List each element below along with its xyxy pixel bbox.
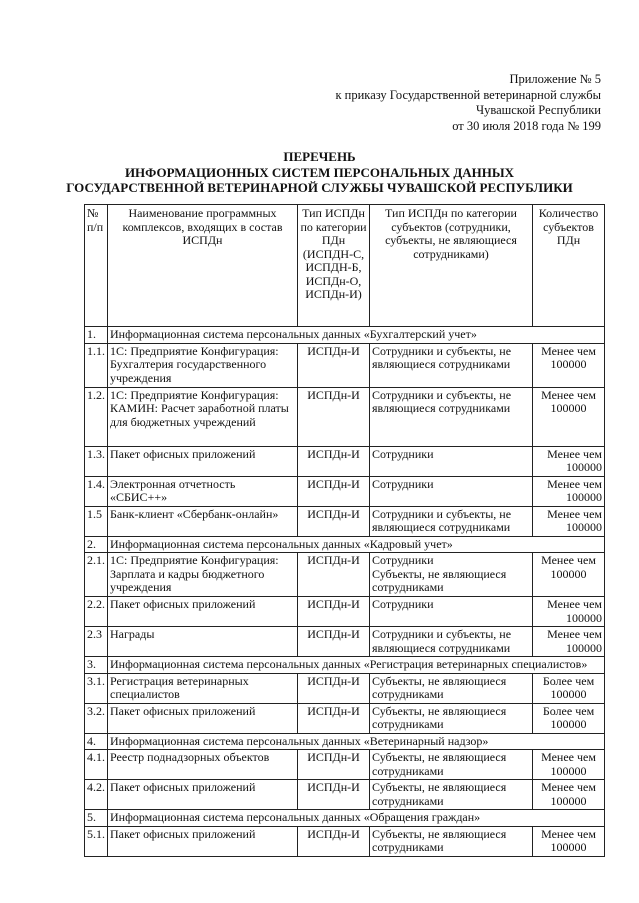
table-row <box>85 476 605 506</box>
row-type: ИСПДн-И <box>298 673 370 703</box>
system-title: Информационная система персональных данных «Обращения граждан» <box>108 810 605 827</box>
row-subjects: Субъекты, не являющиеся сотрудниками <box>370 750 533 780</box>
table-row <box>85 673 605 703</box>
row-name: Пакет офисных приложений <box>108 597 298 627</box>
row-num: 4.2. <box>85 780 108 810</box>
appendix-line: Чувашской Республики <box>475 103 601 117</box>
row-subjects: Сотрудники <box>370 597 533 627</box>
row-num: 5.1. <box>85 826 108 856</box>
appendix-line: от 30 июля 2018 года № 199 <box>452 118 601 133</box>
table-row <box>85 553 605 597</box>
row-count: Менее чем 100000 <box>533 750 605 780</box>
table-row <box>85 826 605 856</box>
row-count: Менее чем 100000 <box>533 446 605 476</box>
system-title: Информационная система персональных данных «Ветеринарный надзор» <box>108 733 605 750</box>
row-num: 3.2. <box>85 703 108 733</box>
row-count: Менее чем 100000 <box>533 780 605 810</box>
row-subjects: Сотрудники <box>370 446 533 476</box>
table-row <box>85 343 605 387</box>
row-num: 2.1. <box>85 553 108 597</box>
row-subjects: Сотрудники и субъекты, не являющиеся сотрудниками <box>370 506 533 536</box>
row-num: 2.2. <box>85 597 108 627</box>
row-name: Пакет офисных приложений <box>108 826 298 856</box>
row-count: Менее чем 100000 <box>533 553 605 597</box>
row-name: Банк-клиент «Сбербанк-онлайн» <box>108 506 298 536</box>
row-type: ИСПДн-И <box>298 553 370 597</box>
row-subjects: Субъекты, не являющиеся сотрудниками <box>370 703 533 733</box>
row-name: Электронная отчетность «СБИС++» <box>108 476 298 506</box>
row-count: Менее чем 100000 <box>533 343 605 387</box>
row-type: ИСПДн-И <box>298 476 370 506</box>
title-line: ГОСУДАРСТВЕННОЙ ВЕТЕРИНАРНОЙ СЛУЖБЫ ЧУВАШСКОЙ РЕСПУБЛИКИ <box>66 180 573 195</box>
row-subjects: Субъекты, не являющиеся сотрудниками <box>370 826 533 856</box>
ispdn-table <box>84 204 605 857</box>
row-num: 1.5 <box>85 506 108 536</box>
row-type: ИСПДн-И <box>298 446 370 476</box>
row-type: ИСПДн-И <box>298 627 370 657</box>
system-row <box>85 657 605 674</box>
row-type: ИСПДн-И <box>298 826 370 856</box>
table-row <box>85 446 605 476</box>
table-row <box>85 506 605 536</box>
row-name: Пакет офисных приложений <box>108 703 298 733</box>
header-type: Тип ИСПДн по категории ПДн (ИСПДН-С, ИСПДН-Б, ИСПДн-О, ИСПДн-И) <box>298 205 370 327</box>
appendix-header <box>281 72 601 134</box>
row-name: 1С: Предприятие Конфигурация: Зарплата и кадры бюджетного учреждения <box>108 553 298 597</box>
row-type: ИСПДн-И <box>298 750 370 780</box>
row-subjects: Сотрудники и субъекты, не являющиеся сотрудниками <box>370 627 533 657</box>
system-num: 5. <box>85 810 108 827</box>
row-subjects-line: Сотрудники <box>372 553 434 567</box>
row-type: ИСПДн-И <box>298 703 370 733</box>
row-num: 1.2. <box>85 387 108 446</box>
document-title <box>0 149 639 196</box>
row-num: 3.1. <box>85 673 108 703</box>
row-type: ИСПДн-И <box>298 597 370 627</box>
table-header-row <box>85 205 605 327</box>
row-name: 1С: Предприятие Конфигурация: КАМИН: Расчет заработной платы для бюджетных учреждений <box>108 387 298 446</box>
row-count: Менее чем 100000 <box>533 476 605 506</box>
row-num: 1.1. <box>85 343 108 387</box>
row-count: Менее чем 100000 <box>533 506 605 536</box>
system-num: 4. <box>85 733 108 750</box>
row-name: Реестр поднадзорных объектов <box>108 750 298 780</box>
row-count: Менее чем 100000 <box>533 627 605 657</box>
row-count: Менее чем 100000 <box>533 826 605 856</box>
row-subjects: Сотрудники <box>370 476 533 506</box>
title-line: ИНФОРМАЦИОННЫХ СИСТЕМ ПЕРСОНАЛЬНЫХ ДАННЫХ <box>124 164 515 180</box>
row-count: Менее чем 100000 <box>533 387 605 446</box>
row-name: Пакет офисных приложений <box>108 446 298 476</box>
row-subjects: Сотрудники и субъекты, не являющиеся сотрудниками <box>370 343 533 387</box>
header-num: № п/п <box>85 205 108 327</box>
header-subjects: Тип ИСПДн по категории субъектов (сотрудники, субъекты, не являющиеся сотрудниками) <box>370 205 533 327</box>
system-title: Информационная система персональных данных «Регистрация ветеринарных специалистов» <box>108 657 605 674</box>
row-subjects: Субъекты, не являющиеся сотрудниками <box>370 780 533 810</box>
row-num: 1.4. <box>85 476 108 506</box>
system-title: Информационная система персональных данных «Бухгалтерский учет» <box>108 327 605 344</box>
row-name: 1С: Предприятие Конфигурация: Бухгалтерия государственного учреждения <box>108 343 298 387</box>
row-count: Более чем 100000 <box>533 703 605 733</box>
table-row <box>85 703 605 733</box>
row-subjects <box>370 553 533 597</box>
appendix-line: Приложение № 5 <box>509 72 601 86</box>
row-subjects: Субъекты, не являющиеся сотрудниками <box>370 673 533 703</box>
row-type: ИСПДн-И <box>298 387 370 446</box>
row-type: ИСПДн-И <box>298 780 370 810</box>
row-name: Пакет офисных приложений <box>108 780 298 810</box>
table-row <box>85 627 605 657</box>
table-row <box>85 597 605 627</box>
system-row <box>85 810 605 827</box>
row-name: Награды <box>108 627 298 657</box>
row-num: 2.3 <box>85 627 108 657</box>
row-num: 1.3. <box>85 446 108 476</box>
table-row <box>85 387 605 446</box>
row-count: Менее чем 100000 <box>533 597 605 627</box>
title-line: ПЕРЕЧЕНЬ <box>283 149 356 164</box>
system-row <box>85 536 605 553</box>
table-row <box>85 750 605 780</box>
system-num: 3. <box>85 657 108 674</box>
row-num: 4.1. <box>85 750 108 780</box>
appendix-line: к приказу Государственной ветеринарной службы <box>335 87 601 102</box>
header-count: Количество субъектов ПДн <box>533 205 605 327</box>
row-count: Более чем 100000 <box>533 673 605 703</box>
system-row <box>85 327 605 344</box>
system-num: 1. <box>85 327 108 344</box>
system-title: Информационная система персональных данных «Кадровый учет» <box>108 536 605 553</box>
row-subjects: Сотрудники и субъекты, не являющиеся сотрудниками <box>370 387 533 446</box>
system-row <box>85 733 605 750</box>
system-num: 2. <box>85 536 108 553</box>
row-name: Регистрация ветеринарных специалистов <box>108 673 298 703</box>
header-name: Наименование программных комплексов, входящих в состав ИСПДн <box>108 205 298 327</box>
row-type: ИСПДн-И <box>298 343 370 387</box>
row-type: ИСПДн-И <box>298 506 370 536</box>
table-row <box>85 780 605 810</box>
row-subjects-line: Субъекты, не являющиеся сотрудниками <box>372 566 507 594</box>
